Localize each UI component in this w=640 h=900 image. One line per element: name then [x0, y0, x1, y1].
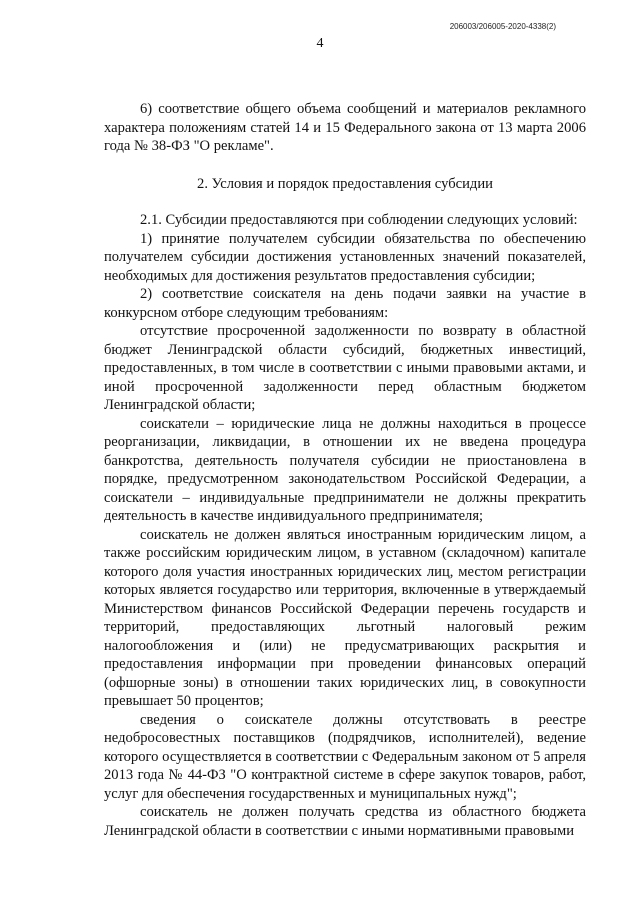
- document-id: 206003/206005-2020-4338(2): [449, 22, 556, 31]
- document-body: [104, 100, 586, 840]
- section-title: 2. Условия и порядок предоставления субсидии: [197, 175, 493, 192]
- paragraph-condition-1: 1) принятие получателем субсидии обязательства по обеспечению получателем субсидии достижения установленных значений показателей, необходимых для достижения результатов предоставления субсидии;: [104, 230, 586, 284]
- paragraph-condition-2: 2) соответствие соискателя на день подачи заявки на участие в конкурсном отборе следующим требованиям:: [104, 286, 586, 321]
- paragraph-no-debt: отсутствие просроченной задолженности по возврату в областной бюджет Ленинградской области субсидий, бюджетных инвестиций, предоставленных, в том числе в соответствии с иными правовыми актами, и иной просроченной задолженности перед областным бюджетом Ленинградской области;: [104, 323, 586, 413]
- paragraph-item-6: 6) соответствие общего объема сообщений и материалов рекламного характера положениям статей 14 и 15 Федерального закона от 13 марта 2006 года № 38-ФЗ "О рекламе".: [104, 101, 586, 154]
- paragraph-no-foreign-entity: соискатель не должен являться иностранным юридическим лицом, а также российским юридическим лицом, в уставном (складочном) капитале которого доля участия иностранных юридических лиц, местом регистрации которых является государство или территория, включенные в утверждаемый Министерством финансов Российской Федерации перечень государств и территорий, предоставляющих льготный налоговый режим налогообложения и (или) не предусматривающих раскрытия и предоставления информации при проведении финансовых операций (офшорные зоны) в отношении таких юридических лиц, в совокупности превышает 50 процентов;: [104, 526, 586, 709]
- page-number: 4: [316, 36, 324, 51]
- paragraph-2-1: 2.1. Субсидии предоставляются при соблюдении следующих условий:: [140, 212, 578, 228]
- paragraph-no-reorganization: соискатели – юридические лица не должны находиться в процессе реорганизации, ликвидации, в отношении их не введена процедура банкротства, деятельность получателя субсидии не приостановлена в порядке, предусмотренном законодательством Российской Федерации, а соискатели – индивидуальные предприниматели не должны прекратить деятельность в качестве индивидуального предпринимателя;: [104, 415, 586, 524]
- paragraph-no-unfair-registry: сведения о соискателе должны отсутствовать в реестре недобросовестных поставщиков (подрядчиков, исполнителей), ведение которого осуществляется в соответствии с Федеральным законом от 5 апреля 2013 года № 44-ФЗ "О контрактной системе в сфере закупок товаров, работ, услуг для обеспечения государственных и муниципальных нужд";: [104, 711, 586, 802]
- paragraph-no-other-funds: соискатель не должен получать средства из областного бюджета Ленинградской области в соответствии с иными нормативными правовыми: [104, 804, 586, 839]
